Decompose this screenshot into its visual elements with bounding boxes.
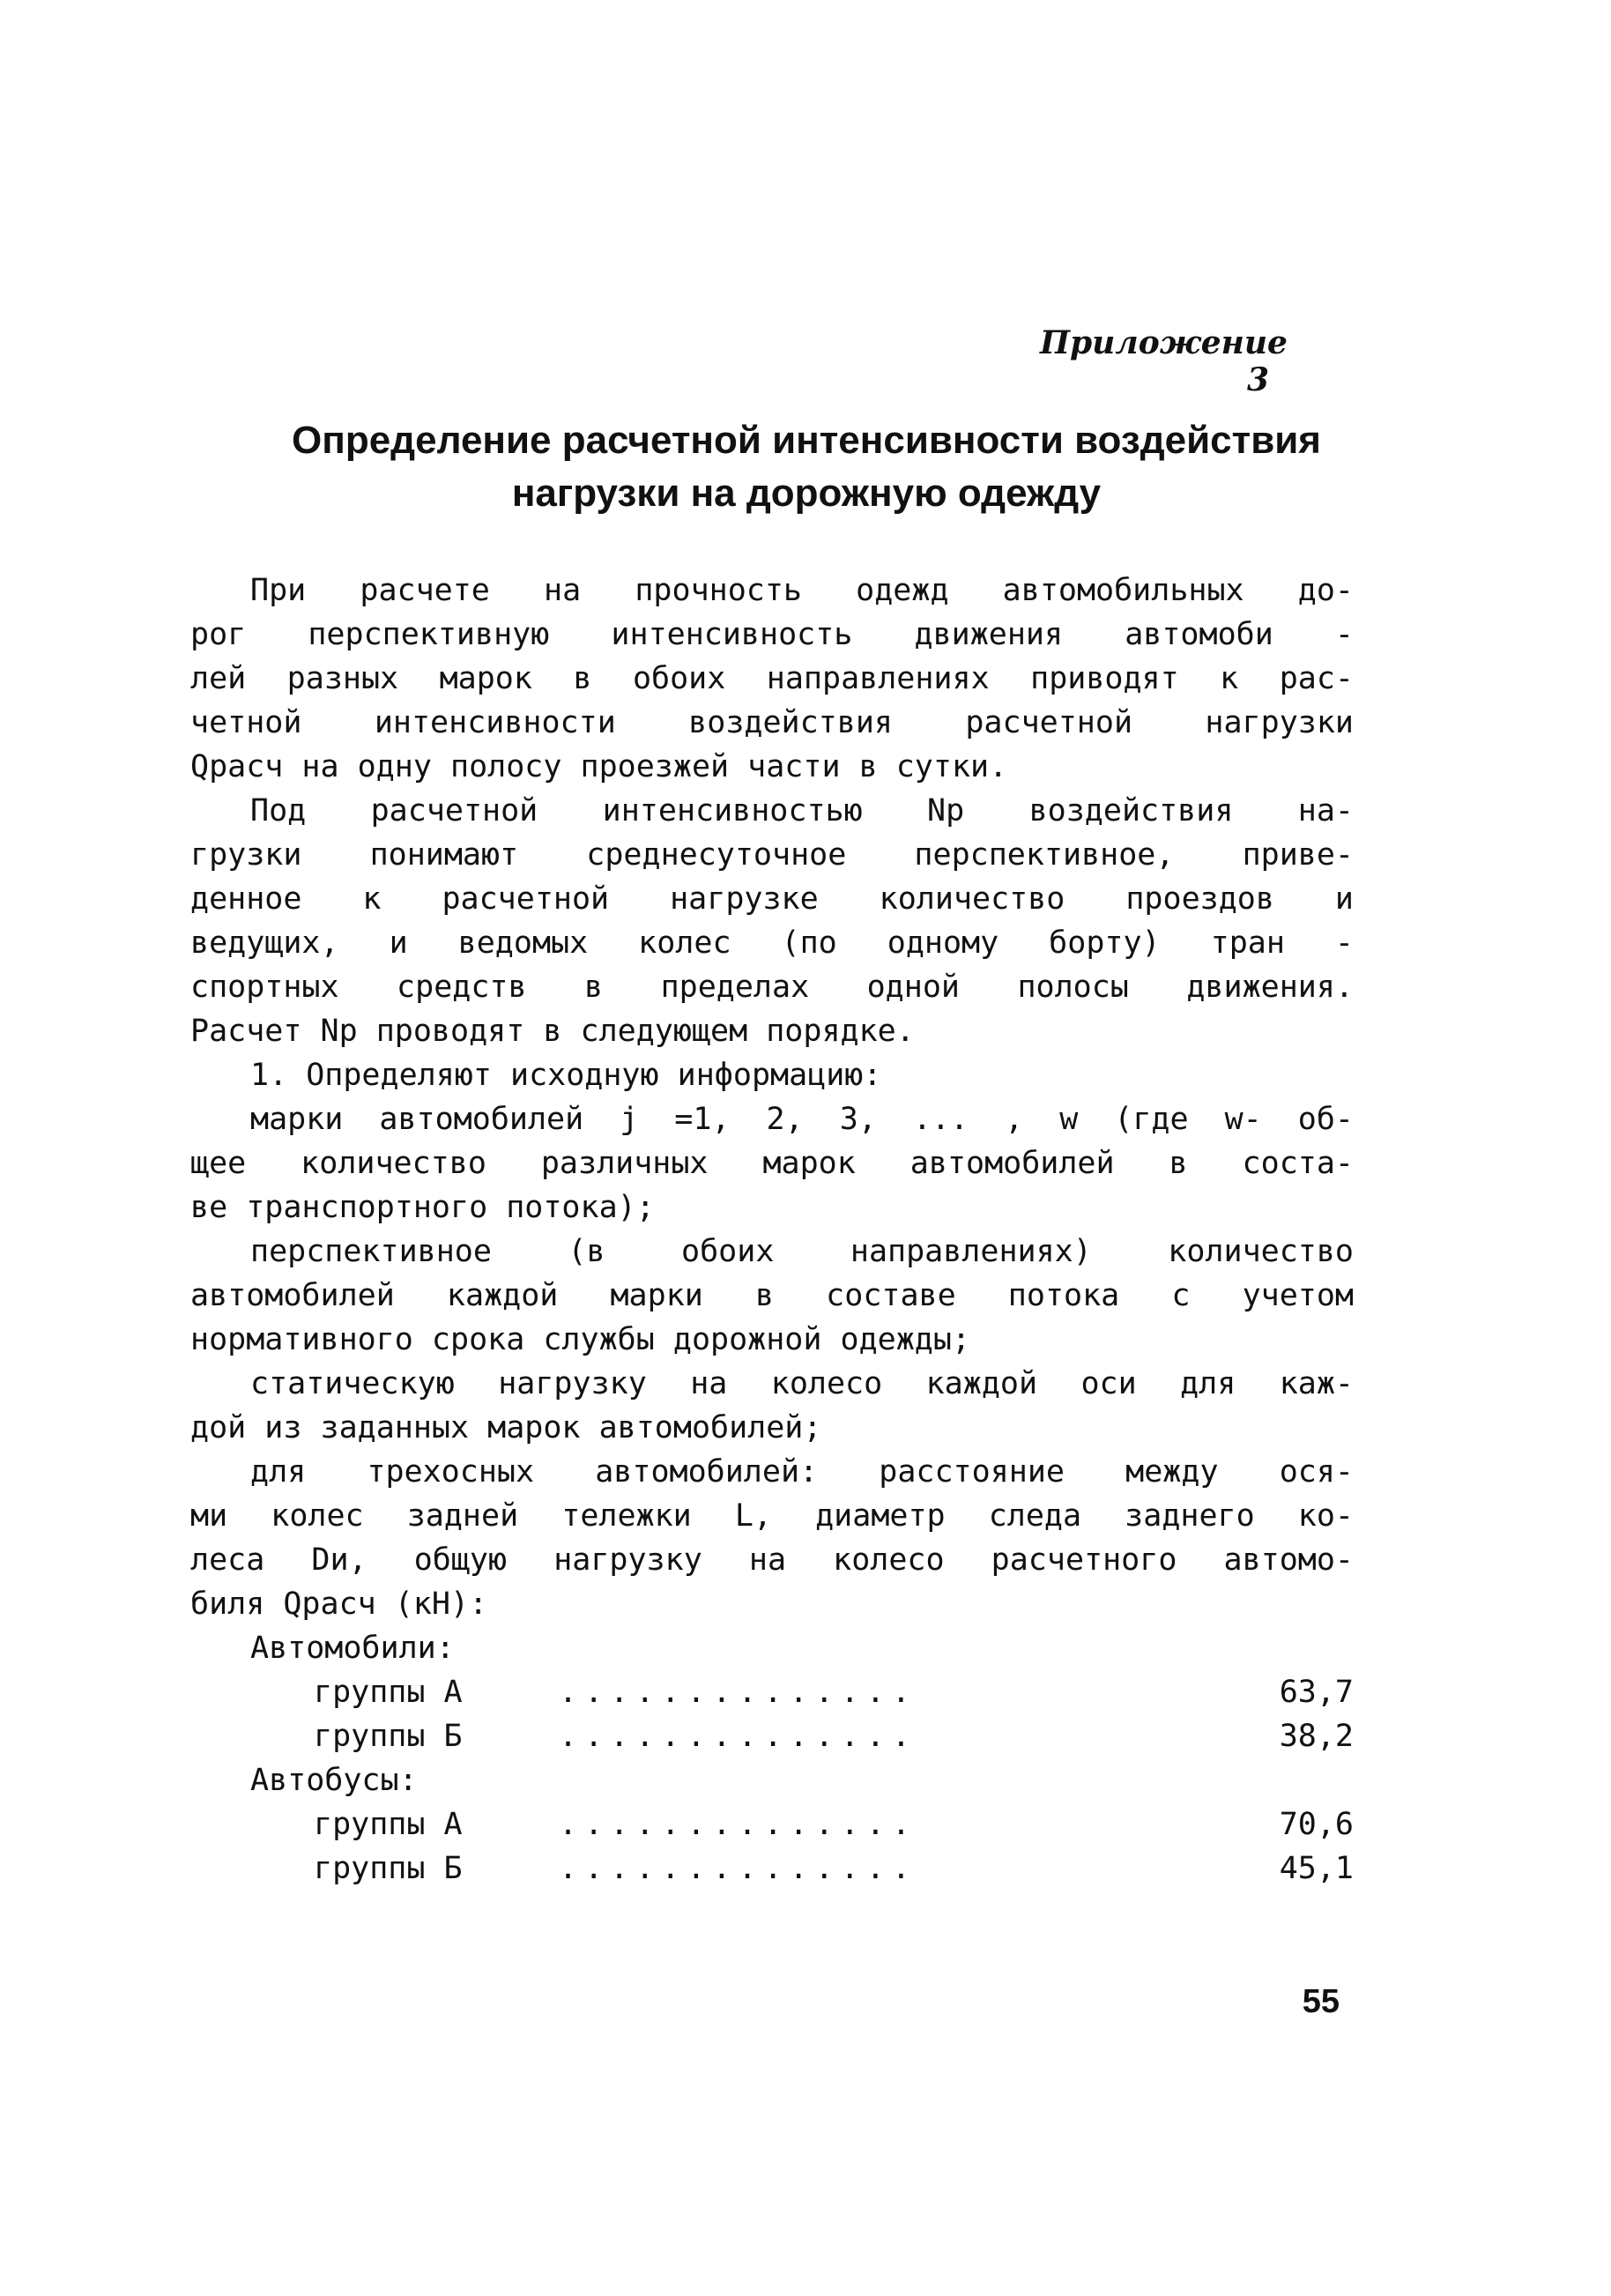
load-value: 38,2 bbox=[1279, 1719, 1354, 1754]
body-text bbox=[190, 568, 1354, 1891]
text-line: грузки понимают среднесуточное перспективное, приве- bbox=[190, 837, 1354, 873]
text-line: Расчет Nр проводят в следующем порядке. bbox=[190, 1014, 915, 1049]
list-item bbox=[190, 1846, 1354, 1891]
text-line: При расчете на прочность одежд автомобильных до- bbox=[250, 573, 1354, 608]
appendix-label: Приложение 3 bbox=[1040, 324, 1288, 398]
load-value: 45,1 bbox=[1279, 1851, 1354, 1886]
text-line: Под расчетной интенсивностью Nр воздействия на- bbox=[250, 793, 1354, 828]
text-line: перспективное (в обоих направлениях) количество bbox=[250, 1234, 1354, 1269]
text-line: автомобилей каждой марки в составе потока с учетом bbox=[190, 1278, 1354, 1313]
text-line: для трехосных автомобилей: расстояние между ося- bbox=[250, 1454, 1354, 1490]
section-title bbox=[176, 414, 1437, 520]
text-line: четной интенсивности воздействия расчетной нагрузки bbox=[190, 705, 1354, 740]
text-line: лей разных марок в обоих направлениях приводят к рас- bbox=[190, 661, 1354, 696]
list-item bbox=[190, 1802, 1354, 1846]
text-line: леса Dи, общую нагрузку на колесо расчетного автомо- bbox=[190, 1542, 1354, 1578]
leader-dots: .............. bbox=[559, 1675, 918, 1710]
text-line: ведущих, и ведомых колес (по одному борту) тран - bbox=[190, 925, 1354, 961]
group-label: группы Б bbox=[314, 1719, 463, 1754]
group-label: группы А bbox=[314, 1675, 463, 1710]
text-line: статическую нагрузку на колесо каждой оси для каж- bbox=[250, 1366, 1354, 1401]
text-line: щее количество различных марок автомобилей в соста- bbox=[190, 1146, 1354, 1181]
group-label: группы А bbox=[314, 1807, 463, 1842]
leader-dots: .............. bbox=[559, 1851, 918, 1886]
load-value: 70,6 bbox=[1279, 1807, 1354, 1842]
leader-dots: .............. bbox=[559, 1807, 918, 1842]
text-line: ве транспортного потока); bbox=[190, 1190, 655, 1225]
text-line: Qрасч на одну полосу проезжей части в сутки. bbox=[190, 749, 1008, 784]
text-line: биля Qрасч (кН): bbox=[190, 1586, 488, 1622]
leader-dots: .............. bbox=[559, 1719, 918, 1754]
text-line: денное к расчетной нагрузке количество проездов и bbox=[190, 881, 1354, 917]
text-line: рог перспективную интенсивность движения автомоби - bbox=[190, 617, 1354, 652]
title-line-1: Определение расчетной интенсивности воздействия bbox=[292, 419, 1321, 462]
title-line-2: нагрузки на дорожную одежду bbox=[511, 472, 1102, 515]
text-line: спортных средств в пределах одной полосы движения. bbox=[190, 970, 1354, 1005]
group-label: группы Б bbox=[314, 1851, 463, 1886]
text-line: марки автомобилей j =1, 2, 3, ... , w (где w- об- bbox=[250, 1102, 1354, 1137]
text-line: нормативного срока службы дорожной одежды; bbox=[190, 1322, 971, 1357]
load-value: 63,7 bbox=[1279, 1675, 1354, 1710]
buses-heading: Автобусы: bbox=[250, 1763, 418, 1798]
cars-heading: Автомобили: bbox=[250, 1631, 455, 1666]
list-item bbox=[190, 1714, 1354, 1758]
text-line: ми колес задней тележки L, диаметр следа заднего ко- bbox=[190, 1498, 1354, 1534]
text-line: дой из заданных марок автомобилей; bbox=[190, 1410, 822, 1445]
page-number: 55 bbox=[1302, 1983, 1340, 2020]
list-item bbox=[190, 1670, 1354, 1714]
text-line: 1. Определяют исходную информацию: bbox=[250, 1058, 882, 1093]
